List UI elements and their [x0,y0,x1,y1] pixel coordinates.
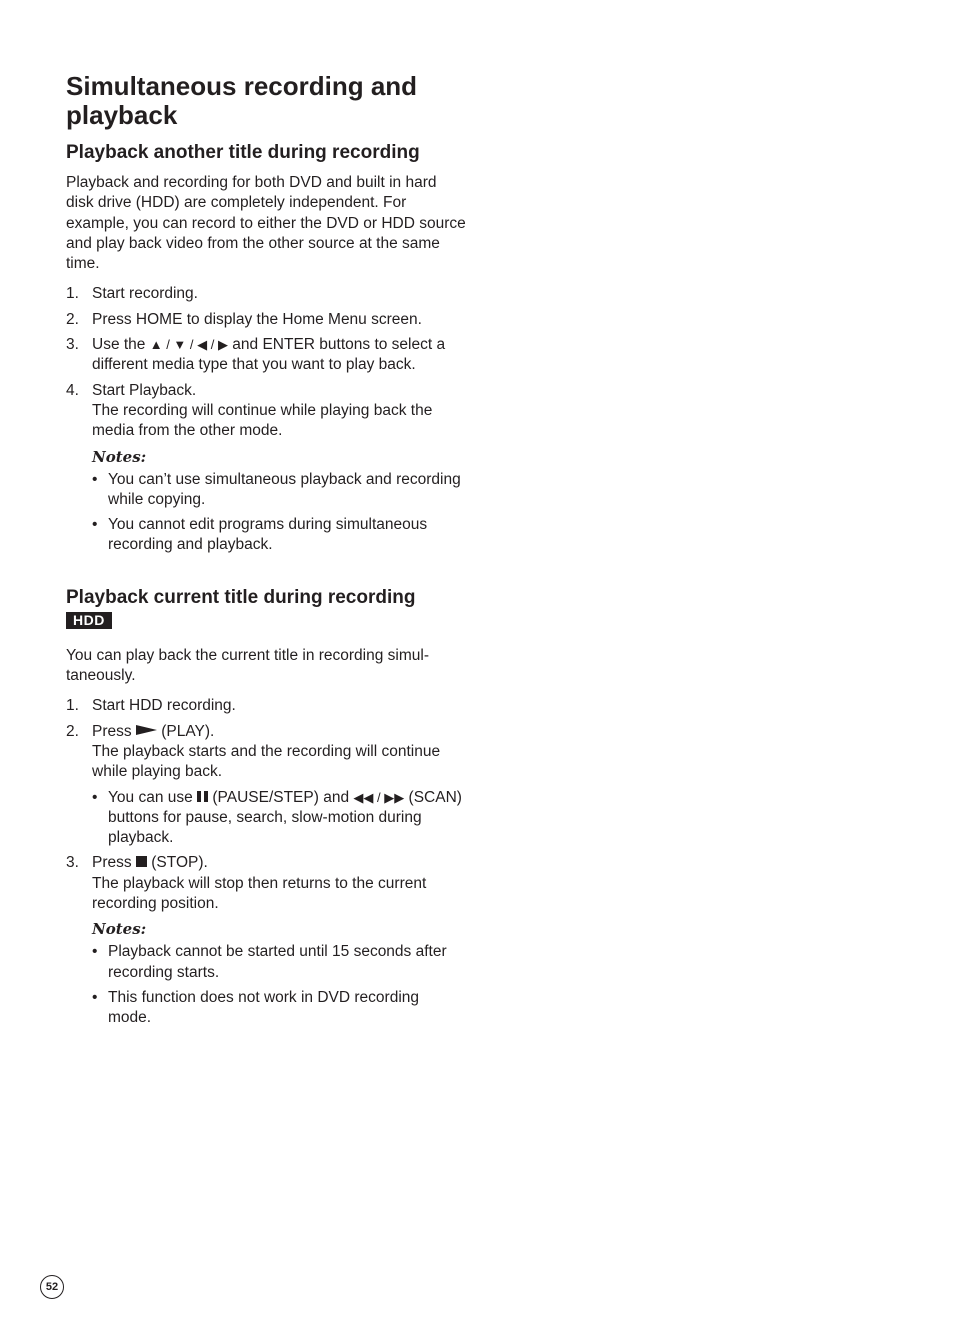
step-detail: The playback starts and the recording will continue while playing back. [92,742,441,781]
page-title: Simultaneous recording and playback [66,71,418,130]
note-item: • You cannot edit programs during simultaneous recording and playback. [92,516,428,554]
arrow-buttons-icon: ▲ / ▼ / ◀ / ▶ [149,337,228,353]
step-detail: The playback will stop then returns to the current recording position. [92,874,427,913]
scan-icon: ◀◀ / ▶▶ [353,789,405,805]
step-number: 1. [66,285,79,303]
sub-list [92,788,466,849]
step-item [66,381,466,556]
note-item: • This function does not work in DVD recording mode. [92,988,420,1027]
step-number: 3. [66,336,79,354]
section-intro: Playback and recording for both DVD and built in hard disk drive (HDD) are completely independent. For example, you can record to either the DVD or HDD source and play back video from the other source at the same time. [66,174,466,273]
step-item [66,696,466,716]
step-text: Start Playback. [92,381,197,399]
step-detail: The recording will continue while playing back the media from the other mode. [92,401,433,440]
step-item [66,310,466,330]
step-text: (PLAY). [161,722,215,740]
sub-item: • You can use (PAUSE/STEP) and ◀◀ / ▶▶ (SCAN) buttons for pause, search, slow-motion during playback. [92,788,462,847]
step-item [66,722,466,849]
steps-list [66,696,466,1028]
stop-icon [136,856,147,867]
step-item [66,853,466,1028]
note-item: • You can’t use simultaneous playback and recording while copying. [92,470,461,508]
pause-icon [197,791,208,802]
step-number: 1. [66,697,79,715]
step-text: Start HDD recording. [92,697,236,715]
notes-list [92,470,466,556]
play-icon [136,725,157,735]
page-number: 52 [40,1275,64,1299]
step-number: 4. [66,381,79,399]
note-item: • Playback cannot be started until 15 seconds after recording starts. [92,943,447,981]
hdd-badge: HDD [66,612,112,629]
step-text: (STOP). [151,854,208,872]
step-number: 3. [66,854,79,872]
content-column [66,72,466,1034]
step-item [66,335,466,376]
step-item [66,284,466,304]
notes-list [92,942,466,1028]
step-text: Press HOME to display the Home Menu screen. [92,310,422,328]
notes-title: Notes: [92,447,147,466]
step-text: Use the [92,336,146,354]
step-text: and ENTER buttons to select a different media type that you want to play back. [92,336,446,374]
section-heading-another-title: Playback another title during recording [66,142,420,163]
section-intro: You can play back the current title in recording simul-taneously. [66,646,430,685]
notes-title: Notes: [92,920,147,939]
step-text: Press [92,854,132,872]
step-number: 2. [66,310,79,328]
step-text: Start recording. [92,285,198,303]
section-heading-current-title: Playback current title during recording HDD [66,586,416,628]
steps-list [66,284,466,555]
step-number: 2. [66,722,79,740]
step-text: Press [92,722,132,740]
